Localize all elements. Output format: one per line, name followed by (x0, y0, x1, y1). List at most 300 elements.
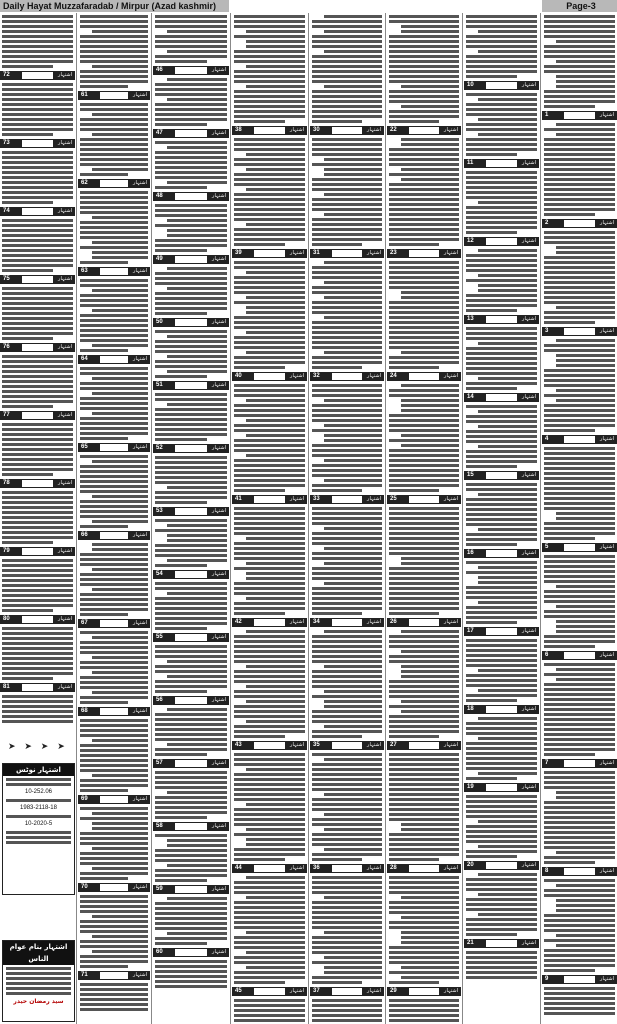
text-line (556, 359, 615, 362)
notice-title-box (564, 112, 595, 119)
text-line (544, 560, 615, 563)
text-line (324, 931, 382, 934)
text-line (80, 955, 148, 958)
text-line (2, 25, 73, 28)
text-line (466, 659, 537, 662)
text-line (234, 449, 305, 452)
text-line (389, 346, 459, 349)
notice-title-box (409, 988, 439, 995)
text-line (466, 928, 537, 931)
text-line (155, 776, 227, 779)
text-line (2, 662, 73, 665)
notice-header-bar (310, 249, 384, 258)
text-line (155, 612, 227, 615)
text-line (312, 976, 382, 979)
text-line (544, 610, 615, 613)
notice-number: 79 (3, 548, 10, 554)
text-line (466, 966, 537, 969)
text-line (80, 201, 148, 204)
text-line (312, 153, 382, 156)
text-line (155, 549, 227, 552)
text-line (234, 758, 305, 761)
text-line (80, 85, 128, 88)
text-line (246, 951, 305, 954)
text-line (2, 458, 73, 461)
text-line (544, 929, 615, 932)
text-line (80, 578, 148, 581)
text-line (92, 460, 148, 463)
text-line (246, 153, 305, 156)
column-3 (153, 13, 229, 1024)
text-line (389, 640, 459, 643)
text-line (312, 414, 382, 417)
notice-title-box (332, 250, 362, 257)
notice-header-bar (232, 987, 307, 996)
text-line (466, 226, 537, 229)
text-line (466, 795, 537, 798)
text-line (155, 587, 227, 590)
text-line (389, 479, 459, 482)
text-line (389, 35, 459, 38)
text-line (92, 392, 148, 395)
text-line (401, 351, 459, 354)
text-line (544, 698, 615, 701)
text-line (389, 517, 459, 520)
text-line (312, 356, 382, 359)
text-line (234, 587, 305, 590)
text-line (466, 216, 537, 219)
text-line (92, 950, 148, 953)
notice-number: 50 (156, 319, 163, 325)
text-line (544, 693, 615, 696)
text-line (167, 839, 227, 842)
text-line (2, 541, 53, 544)
text-line (2, 151, 73, 154)
text-line (544, 231, 615, 234)
text-line (389, 469, 459, 472)
text-line (389, 607, 459, 610)
text-line (80, 367, 148, 370)
text-line (2, 307, 73, 310)
notice-header-bar (310, 372, 384, 381)
text-line (2, 584, 73, 587)
text-line (312, 670, 382, 673)
text-line (544, 1002, 615, 1005)
column-divider (230, 13, 231, 1024)
text-line (401, 138, 459, 141)
text-line (544, 457, 615, 460)
notice-number: 61 (81, 92, 88, 98)
notice-number: 10-252.06 (24, 789, 53, 795)
text-line (155, 15, 227, 18)
text-line (167, 219, 227, 222)
text-line (556, 678, 615, 681)
text-line (234, 70, 305, 73)
text-line (544, 811, 615, 814)
text-line (312, 612, 362, 615)
text-line (155, 854, 227, 857)
text-line (466, 679, 537, 682)
text-line (324, 630, 382, 633)
text-line (155, 685, 227, 688)
text-line (466, 35, 537, 38)
text-line (556, 899, 615, 902)
text-line (92, 827, 148, 830)
text-line (544, 70, 615, 73)
text-line (389, 326, 459, 329)
text-line (2, 50, 73, 53)
text-line (312, 577, 382, 580)
notice-header-bar (387, 126, 461, 135)
text-line (234, 15, 305, 18)
text-line (80, 334, 148, 337)
text-line (312, 361, 382, 364)
text-line (312, 394, 382, 397)
text-line (544, 846, 615, 849)
text-line (80, 143, 148, 146)
text-line (466, 367, 537, 370)
notice-title-box (254, 250, 285, 257)
text-line (312, 208, 382, 211)
text-line (466, 231, 517, 234)
text-line (80, 465, 148, 468)
text-line (389, 758, 459, 761)
notice-header-bar (387, 864, 461, 873)
text-line (246, 454, 305, 457)
text-line (80, 500, 148, 503)
text-line (2, 574, 73, 577)
text-line (2, 133, 53, 136)
text-line (155, 123, 207, 126)
text-line (80, 852, 148, 855)
notice-number: 48 (156, 193, 163, 199)
notice-box-2 (2, 940, 75, 1022)
text-line (80, 324, 148, 327)
text-line (155, 471, 227, 474)
text-line (544, 188, 615, 191)
text-line (2, 637, 73, 640)
notice-tag: اشتہار (367, 250, 381, 256)
text-line (401, 936, 459, 939)
text-line (466, 123, 537, 126)
notice-header-bar (464, 393, 539, 402)
text-line (2, 244, 73, 247)
text-line (234, 120, 285, 123)
text-line (389, 356, 459, 359)
text-line (80, 842, 148, 845)
notice-number: 1 (545, 112, 549, 118)
text-line (155, 753, 207, 756)
text-line (389, 75, 459, 78)
text-line (389, 198, 459, 201)
text-line (324, 700, 382, 703)
text-line (155, 292, 227, 295)
text-line (234, 650, 305, 653)
text-line (556, 40, 615, 43)
text-line (234, 557, 305, 560)
text-line (80, 807, 148, 810)
page-number-label: Page-3 (542, 0, 617, 12)
text-line (466, 694, 537, 697)
notice-box-1-title: اشتہار نوٹس (3, 764, 74, 776)
notice-number: 52 (156, 445, 163, 451)
text-line (324, 956, 382, 959)
text-line (155, 186, 207, 189)
notice-header-bar (232, 618, 307, 627)
text-line (389, 464, 459, 467)
text-line (401, 966, 459, 969)
text-line (478, 493, 537, 496)
text-line (234, 286, 305, 289)
text-line (389, 971, 459, 974)
text-line (556, 399, 615, 402)
text-line (401, 143, 459, 146)
text-line (312, 223, 382, 226)
text-line (155, 161, 227, 164)
text-line (312, 178, 382, 181)
text-line (466, 327, 537, 330)
notice-title-box (22, 140, 53, 147)
text-line (466, 961, 537, 964)
text-line (2, 632, 73, 635)
text-line (544, 997, 615, 1000)
text-line (389, 768, 459, 771)
text-line (167, 708, 227, 711)
text-line (80, 304, 148, 307)
text-line (2, 506, 73, 509)
text-line (324, 479, 382, 482)
text-line (389, 474, 459, 477)
text-line (544, 826, 615, 829)
notice-number: 3 (545, 328, 549, 334)
text-line (2, 589, 73, 592)
text-line (556, 80, 615, 83)
notice-number: 14 (467, 394, 474, 400)
notice-tag: اشتہار (444, 496, 458, 502)
text-line (556, 605, 615, 608)
column-4 (232, 13, 307, 1024)
text-line (234, 547, 305, 550)
text-line (389, 193, 459, 196)
text-line (389, 15, 459, 18)
text-line (80, 319, 148, 322)
text-line (312, 833, 382, 836)
notice-header-bar (0, 547, 75, 556)
text-line (389, 778, 459, 781)
text-line (466, 455, 537, 458)
text-line (155, 670, 227, 673)
text-line (155, 224, 227, 227)
text-line (389, 153, 459, 156)
text-line (2, 186, 73, 189)
notice-title-box (100, 180, 128, 187)
text-line (167, 660, 227, 663)
text-line (246, 168, 305, 171)
notice-title-box (409, 250, 439, 257)
text-line (80, 661, 148, 664)
notice-title-box (409, 496, 439, 503)
text-line (246, 630, 305, 633)
text-line (80, 299, 148, 302)
text-line (389, 951, 459, 954)
notice-header-bar (310, 495, 384, 504)
text-line (389, 336, 459, 339)
text-line (80, 505, 148, 508)
text-line (544, 806, 615, 809)
text-line (556, 851, 615, 854)
text-line (234, 532, 305, 535)
notice-number: 26 (390, 619, 397, 625)
text-line (544, 492, 615, 495)
text-line (389, 115, 459, 118)
text-line (312, 597, 382, 600)
text-line (401, 675, 459, 678)
text-line (80, 153, 148, 156)
text-line (80, 983, 148, 986)
text-line (155, 965, 227, 968)
text-line (155, 529, 227, 532)
text-line (155, 433, 227, 436)
text-line (167, 146, 227, 149)
text-line (155, 151, 227, 154)
text-line (389, 602, 459, 605)
notice-number: 18 (467, 706, 474, 712)
text-line (234, 233, 305, 236)
text-line (312, 183, 382, 186)
text-line (80, 960, 148, 963)
text-line (234, 602, 305, 605)
text-line (312, 404, 382, 407)
notice-title-box (564, 868, 595, 875)
notice-tag: اشتہار (367, 619, 381, 625)
notice-title-box (564, 436, 595, 443)
text-line (234, 522, 305, 525)
text-line (234, 1019, 305, 1022)
text-line (389, 848, 459, 851)
text-line (324, 351, 382, 354)
text-line (80, 724, 148, 727)
text-line (544, 683, 615, 686)
notice-tag: اشتہار (444, 742, 458, 748)
text-line (544, 728, 615, 731)
text-line (80, 631, 148, 634)
notice-number: 45 (235, 988, 242, 994)
text-line (234, 55, 305, 58)
notice-header-bar (78, 443, 150, 452)
text-line (544, 949, 615, 952)
text-line (80, 832, 148, 835)
notice-number: 35 (313, 742, 320, 748)
text-line (92, 309, 148, 312)
notice-title-box (486, 940, 517, 947)
text-line (466, 20, 537, 23)
text-line (234, 916, 305, 919)
notice-header-bar (153, 948, 229, 957)
text-line (234, 926, 305, 929)
text-line (234, 773, 305, 776)
text-line (234, 763, 305, 766)
notice-header-bar (153, 129, 229, 138)
text-line (312, 25, 382, 28)
text-line (389, 803, 459, 806)
text-line (234, 655, 305, 658)
text-line (466, 742, 537, 745)
text-line (389, 891, 459, 894)
text-line (2, 720, 73, 723)
text-line (155, 723, 227, 726)
text-line (478, 717, 537, 720)
text-line (544, 105, 595, 108)
notice-title-box (22, 276, 53, 283)
text-line (234, 542, 305, 545)
text-line (389, 843, 459, 846)
text-line (544, 713, 615, 716)
text-line (246, 896, 305, 899)
text-line (544, 143, 615, 146)
notice-number: 39 (235, 250, 242, 256)
column-divider (540, 13, 541, 1024)
notice-header-bar (232, 126, 307, 135)
text-line (155, 912, 227, 915)
notice-header-bar (464, 81, 539, 90)
text-line (544, 959, 615, 962)
notice-number: 73 (3, 140, 10, 146)
text-line (155, 874, 227, 877)
text-line (389, 60, 459, 63)
notice-number: 31 (313, 250, 320, 256)
text-line (466, 815, 537, 818)
text-line (155, 83, 227, 86)
text-line (312, 243, 362, 246)
text-line (544, 55, 615, 58)
text-line (2, 657, 73, 660)
text-line (389, 577, 459, 580)
text-line (466, 299, 537, 302)
notice-header-bar (232, 864, 307, 873)
text-line (234, 389, 305, 392)
text-line (246, 188, 305, 191)
text-line (401, 25, 459, 28)
text-line (466, 181, 537, 184)
text-line (401, 828, 459, 831)
text-line (324, 971, 382, 974)
text-line (389, 120, 439, 123)
text-line (80, 40, 148, 43)
text-line (155, 738, 227, 741)
notice-tag: اشتہار (600, 976, 614, 982)
text-line (234, 439, 305, 442)
text-line (312, 645, 382, 648)
text-line (466, 543, 517, 546)
text-line (2, 156, 73, 159)
text-line (2, 599, 73, 602)
text-line (466, 664, 537, 667)
text-line (155, 312, 207, 315)
text-line (544, 590, 615, 593)
notice-header-bar (153, 318, 229, 327)
text-line (544, 349, 615, 352)
text-line (312, 55, 382, 58)
text-line (312, 138, 382, 141)
notice-tag: اشتہار (367, 988, 381, 994)
text-line (80, 387, 148, 390)
text-line (401, 291, 459, 294)
text-line (312, 271, 382, 274)
text-line (246, 351, 305, 354)
text-line (155, 849, 227, 852)
text-line (312, 753, 382, 756)
text-line (80, 510, 148, 513)
